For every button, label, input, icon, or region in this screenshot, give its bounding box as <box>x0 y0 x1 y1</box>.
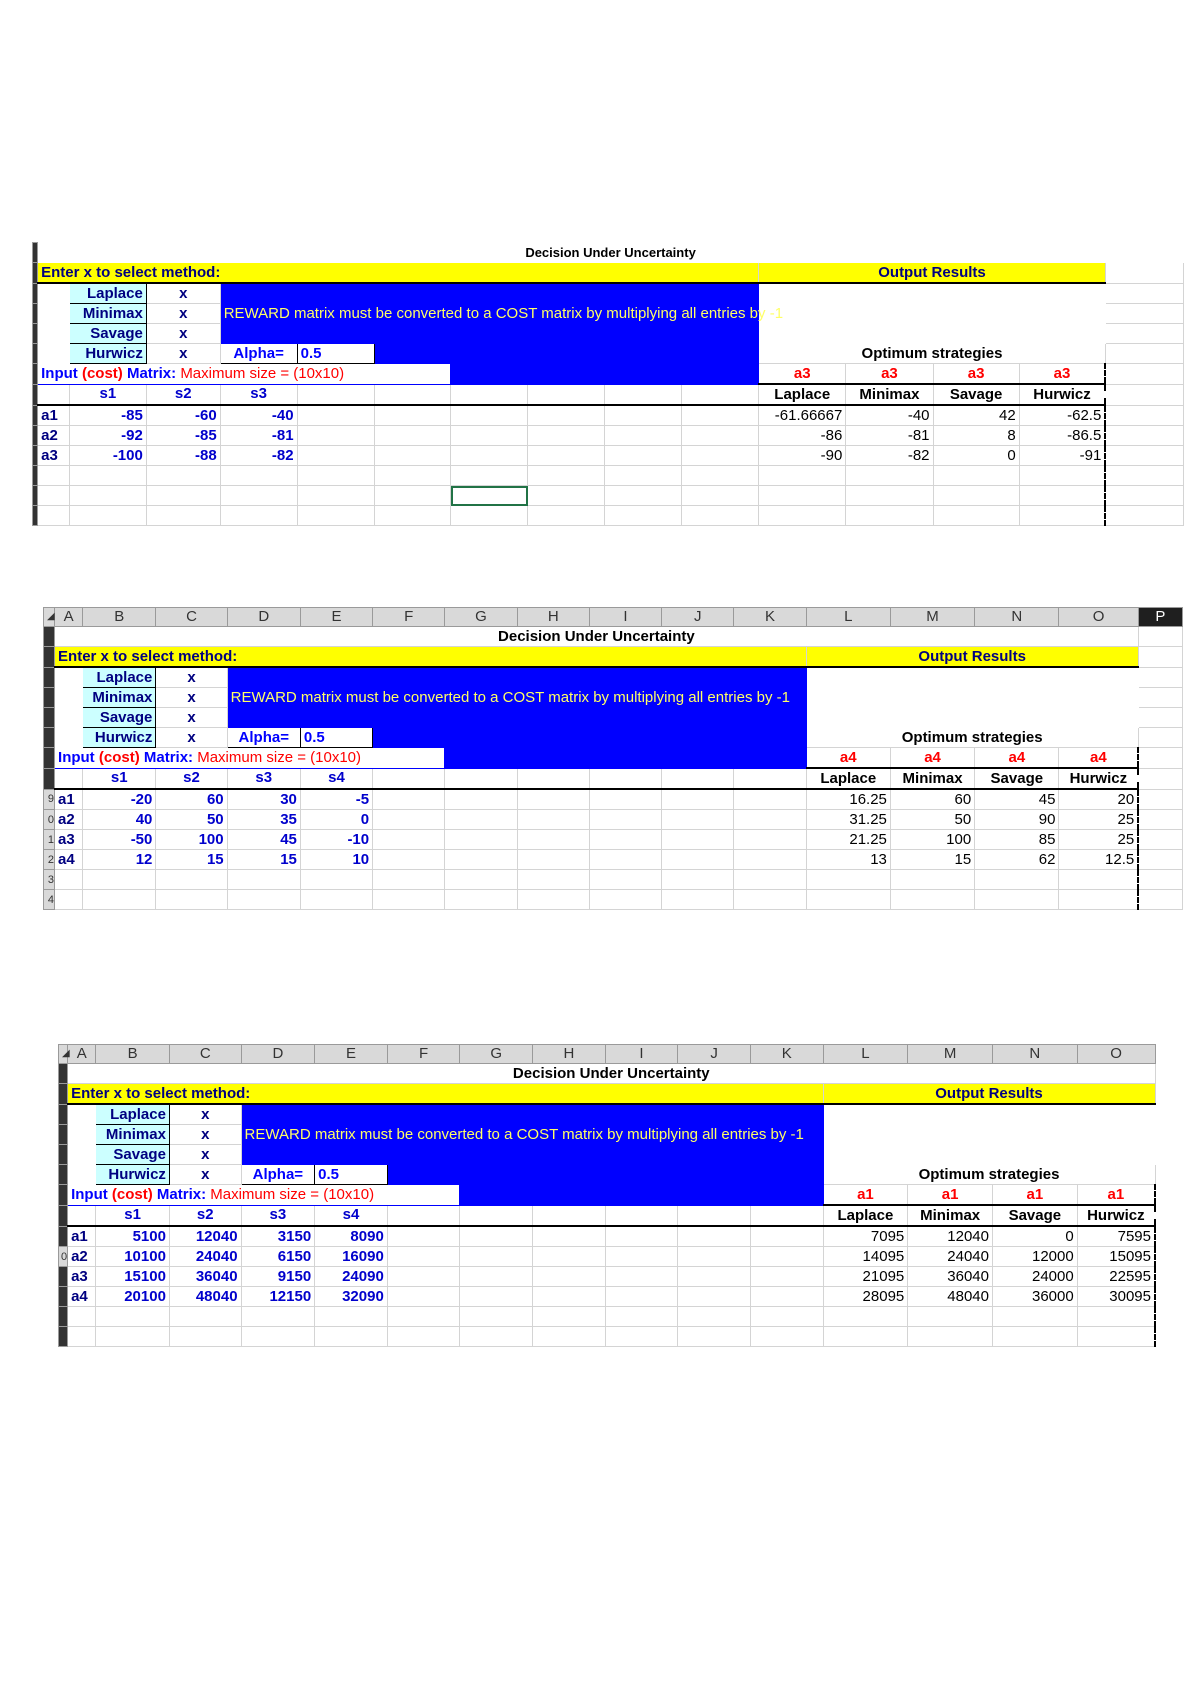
table-row <box>59 1287 1156 1307</box>
result-cell: 12040 <box>908 1226 993 1247</box>
method-hurwicz-cell[interactable]: x <box>156 728 227 748</box>
input-matrix-label: Input (cost) Matrix: Maximum size = (10x10) <box>55 748 445 769</box>
method-minimax: Minimax <box>96 1125 170 1145</box>
table-row: 1 a3 -50 100 45 -10 21.25 100 85 25 <box>44 830 1183 850</box>
matrix-cell[interactable]: 5100 <box>96 1226 170 1247</box>
matrix-cell[interactable]: 12150 <box>241 1287 315 1307</box>
strategy-savage: a1 <box>992 1185 1077 1206</box>
spreadsheet-screenshot-2 <box>43 607 1183 910</box>
action-label: a1 <box>68 1226 96 1247</box>
table-row: 2 a4 12 15 15 10 13 15 62 12.5 <box>44 850 1183 870</box>
sheet-grid <box>32 242 1184 526</box>
result-cell: 90 <box>975 810 1059 830</box>
action-label: a1 <box>38 405 70 426</box>
column-header[interactable]: O <box>1077 1045 1155 1064</box>
method-laplace: Laplace <box>83 667 156 688</box>
result-cell: 30095 <box>1077 1287 1155 1307</box>
method-laplace-cell[interactable]: x <box>146 283 220 304</box>
matrix-cell[interactable]: 6150 <box>241 1247 315 1267</box>
method-header: Savage <box>992 1205 1077 1226</box>
table-row: 0 a2 10100 24040 6150 16090 14095 24040 12000 15095 <box>59 1247 1156 1267</box>
method-minimax-cell[interactable]: x <box>169 1125 241 1145</box>
method-hurwicz-cell[interactable]: x <box>169 1165 241 1185</box>
matrix-cell[interactable]: 15 <box>227 850 300 870</box>
column-header[interactable]: F <box>373 608 445 627</box>
method-laplace: Laplace <box>69 283 146 304</box>
result-cell: -90 <box>759 446 846 466</box>
sheet-grid <box>58 1044 1156 1347</box>
column-header[interactable]: H <box>533 1045 606 1064</box>
result-cell: -62.5 <box>1019 405 1105 426</box>
matrix-cell[interactable]: -50 <box>83 830 156 850</box>
column-header[interactable]: M <box>908 1045 993 1064</box>
matrix-cell[interactable]: 9150 <box>241 1267 315 1287</box>
matrix-cell[interactable]: -5 <box>300 789 372 810</box>
method-header: Hurwicz <box>1077 1205 1155 1226</box>
sheet-title: Decision Under Uncertainty <box>38 243 1184 263</box>
enter-method-label: Enter x to select method: <box>55 647 807 668</box>
column-header[interactable]: B <box>83 608 156 627</box>
method-hurwicz: Hurwicz <box>69 344 146 364</box>
result-cell: 62 <box>975 850 1059 870</box>
method-minimax: Minimax <box>69 304 146 324</box>
column-header[interactable]: C <box>156 608 227 627</box>
optimum-strategies-label: Optimum strategies <box>823 1165 1155 1185</box>
column-header[interactable]: H <box>517 608 589 627</box>
result-cell: 7095 <box>823 1226 908 1247</box>
sheet-title: Decision Under Uncertainty <box>68 1064 1155 1084</box>
result-cell: 60 <box>890 789 974 810</box>
method-minimax: Minimax <box>83 688 156 708</box>
state-header: s4 <box>315 1205 388 1226</box>
strategy-laplace: a1 <box>823 1185 908 1206</box>
method-header: Minimax <box>846 384 933 405</box>
column-header[interactable]: O <box>1059 608 1138 627</box>
result-cell: 42 <box>933 405 1019 426</box>
result-cell: 0 <box>933 446 1019 466</box>
result-cell: 16.25 <box>806 789 890 810</box>
action-label: a3 <box>38 446 70 466</box>
result-cell: 50 <box>890 810 974 830</box>
matrix-cell[interactable]: 8090 <box>315 1226 388 1247</box>
action-label: a2 <box>68 1247 96 1267</box>
state-header: s1 <box>96 1205 170 1226</box>
state-header: s2 <box>169 1205 241 1226</box>
result-cell: -86 <box>759 426 846 446</box>
method-header: Minimax <box>890 768 974 789</box>
result-cell: 12.5 <box>1059 850 1138 870</box>
action-label: a3 <box>55 830 83 850</box>
method-minimax-cell[interactable]: x <box>146 304 220 324</box>
column-header[interactable]: N <box>975 608 1059 627</box>
column-header[interactable]: M <box>890 608 974 627</box>
strategy-savage: a4 <box>975 748 1059 769</box>
alpha-input[interactable]: 0.5 <box>300 728 372 748</box>
column-header[interactable]: C <box>169 1045 241 1064</box>
result-cell: 20 <box>1059 789 1138 810</box>
matrix-cell[interactable]: 20100 <box>96 1287 170 1307</box>
active-cell-cursor[interactable] <box>451 486 528 506</box>
result-cell: -86.5 <box>1019 426 1105 446</box>
method-header: Savage <box>975 768 1059 789</box>
matrix-cell[interactable]: 15 <box>156 850 227 870</box>
reward-note: REWARD matrix must be converted to a COST matrix by multiplying all entries by -1 <box>227 688 806 708</box>
output-results-label: Output Results <box>759 263 1106 284</box>
method-header: Laplace <box>759 384 846 405</box>
result-cell: 28095 <box>823 1287 908 1307</box>
state-header: s2 <box>156 768 227 789</box>
matrix-cell[interactable]: 45 <box>227 830 300 850</box>
result-cell: 36000 <box>992 1287 1077 1307</box>
result-cell: 25 <box>1059 810 1138 830</box>
matrix-cell[interactable]: 0 <box>300 810 372 830</box>
column-header[interactable]: I <box>605 1045 678 1064</box>
column-header[interactable]: B <box>96 1045 170 1064</box>
method-header: Minimax <box>908 1205 993 1226</box>
column-header[interactable]: D <box>227 608 300 627</box>
result-cell: 31.25 <box>806 810 890 830</box>
strategy-savage: a3 <box>933 364 1019 385</box>
result-cell: 45 <box>975 789 1059 810</box>
matrix-cell[interactable]: 10100 <box>96 1247 170 1267</box>
method-header: Hurwicz <box>1019 384 1105 405</box>
column-header[interactable]: E <box>300 608 372 627</box>
state-header: s3 <box>227 768 300 789</box>
result-cell: -61.66667 <box>759 405 846 426</box>
method-savage-cell[interactable]: x <box>156 708 227 728</box>
column-header[interactable]: E <box>315 1045 388 1064</box>
column-header[interactable]: D <box>241 1045 315 1064</box>
column-header[interactable]: J <box>662 608 734 627</box>
result-cell: 25 <box>1059 830 1138 850</box>
table-row: 9 a1 -20 60 30 -5 16.25 60 45 20 <box>44 789 1183 810</box>
strategy-laplace: a4 <box>806 748 890 769</box>
action-label: a4 <box>55 850 83 870</box>
strategy-hurwicz: a1 <box>1077 1185 1155 1206</box>
result-cell: 14095 <box>823 1247 908 1267</box>
matrix-cell[interactable]: 35 <box>227 810 300 830</box>
alpha-label: Alpha= <box>227 728 300 748</box>
result-cell: 24000 <box>992 1267 1077 1287</box>
action-label: a2 <box>55 810 83 830</box>
matrix-cell[interactable]: -10 <box>300 830 372 850</box>
result-cell: 100 <box>890 830 974 850</box>
state-header: s1 <box>83 768 156 789</box>
result-cell: 15095 <box>1077 1247 1155 1267</box>
method-laplace: Laplace <box>96 1104 170 1125</box>
method-laplace-cell[interactable]: x <box>156 667 227 688</box>
method-laplace-cell[interactable]: x <box>169 1104 241 1125</box>
result-cell: 21095 <box>823 1267 908 1287</box>
method-hurwicz-cell[interactable]: x <box>146 344 220 364</box>
result-cell: -82 <box>846 446 933 466</box>
table-row: 0 a2 40 50 35 0 31.25 50 90 25 <box>44 810 1183 830</box>
matrix-cell[interactable]: 50 <box>156 810 227 830</box>
strategy-hurwicz: a3 <box>1019 364 1105 385</box>
matrix-cell[interactable]: -88 <box>146 446 220 466</box>
result-cell: 12000 <box>992 1247 1077 1267</box>
result-cell: -40 <box>846 405 933 426</box>
spreadsheet-screenshot-3 <box>58 1044 1156 1347</box>
sheet-title: Decision Under Uncertainty <box>55 627 1139 647</box>
matrix-cell[interactable]: 36040 <box>169 1267 241 1287</box>
strategy-laplace: a3 <box>759 364 846 385</box>
matrix-cell[interactable]: 100 <box>156 830 227 850</box>
state-header: s4 <box>300 768 372 789</box>
result-cell: 13 <box>806 850 890 870</box>
method-header: Hurwicz <box>1059 768 1138 789</box>
strategy-minimax: a1 <box>908 1185 993 1206</box>
method-header: Savage <box>933 384 1019 405</box>
result-cell: 36040 <box>908 1267 993 1287</box>
matrix-cell[interactable]: 12 <box>83 850 156 870</box>
table-row <box>33 405 1184 426</box>
enter-method-label: Enter x to select method: <box>38 263 759 284</box>
method-savage: Savage <box>83 708 156 728</box>
strategy-hurwicz: a4 <box>1059 748 1138 769</box>
column-header[interactable]: G <box>460 1045 533 1064</box>
method-savage: Savage <box>69 324 146 344</box>
method-hurwicz: Hurwicz <box>83 728 156 748</box>
method-header: Laplace <box>823 1205 908 1226</box>
alpha-label: Alpha= <box>220 344 297 364</box>
alpha-label: Alpha= <box>241 1165 315 1185</box>
reward-note: REWARD matrix must be converted to a COST matrix by multiplying all entries by -1 <box>220 304 758 324</box>
matrix-cell[interactable]: 30 <box>227 789 300 810</box>
spreadsheet-screenshot-1 <box>32 242 1184 526</box>
column-header[interactable]: P <box>1138 608 1182 627</box>
matrix-cell[interactable]: 15100 <box>96 1267 170 1287</box>
state-header: s1 <box>69 384 146 405</box>
matrix-cell[interactable]: 3150 <box>241 1226 315 1247</box>
enter-method-label: Enter x to select method: <box>68 1084 823 1105</box>
table-row <box>59 1267 1156 1287</box>
matrix-cell[interactable]: -85 <box>69 405 146 426</box>
matrix-cell[interactable]: 48040 <box>169 1287 241 1307</box>
result-cell: 0 <box>992 1226 1077 1247</box>
table-row <box>59 1226 1156 1247</box>
result-cell: 15 <box>890 850 974 870</box>
matrix-cell[interactable]: 24040 <box>169 1247 241 1267</box>
matrix-cell[interactable]: -20 <box>83 789 156 810</box>
sheet-grid: ◢ A B C D E F G H I J K L M N O P Decision Under Uncertainty Enter x to select method: Output Results Laplace x Minimax x REWARD matrix must be converted to a COST matrix by multiplying all entries by -1 Savage x Hurwicz x Alpha= 0.5 Optimum strategies Input (cost) Matrix: Maximum size = (10x10) a4 a4 a4 a4 s1 s2 s3 s4 Laplace Minimax Savage Hurwicz 9 a1 -20 60 30 -5 16.25 60 45 20 0 a2 40 50 35 0 31.25 50 90 25 1 a3 -50 100 45 -10 21.25 100 85 25 2 a4 12 15 15 10 13 15 62 12.5 3 4 <box>43 607 1183 910</box>
action-label: a3 <box>68 1267 96 1287</box>
matrix-cell[interactable]: -92 <box>69 426 146 446</box>
column-header[interactable]: K <box>734 608 806 627</box>
state-header: s3 <box>241 1205 315 1226</box>
result-cell: 21.25 <box>806 830 890 850</box>
method-savage: Savage <box>96 1145 170 1165</box>
matrix-cell[interactable]: -81 <box>220 426 297 446</box>
column-header[interactable]: G <box>445 608 517 627</box>
matrix-cell[interactable]: 60 <box>156 789 227 810</box>
column-header[interactable]: K <box>750 1045 823 1064</box>
matrix-cell[interactable]: -60 <box>146 405 220 426</box>
state-header: s2 <box>146 384 220 405</box>
action-label: a4 <box>68 1287 96 1307</box>
method-savage-cell[interactable]: x <box>169 1145 241 1165</box>
method-hurwicz: Hurwicz <box>96 1165 170 1185</box>
matrix-cell[interactable]: 16090 <box>315 1247 388 1267</box>
matrix-cell[interactable]: 32090 <box>315 1287 388 1307</box>
reward-note: REWARD matrix must be converted to a COST matrix by multiplying all entries by -1 <box>241 1125 823 1145</box>
result-cell: -81 <box>846 426 933 446</box>
result-cell: 48040 <box>908 1287 993 1307</box>
alpha-input[interactable]: 0.5 <box>297 344 374 364</box>
input-matrix-label: Input (cost) Matrix: Maximum size = (10x10) <box>68 1185 460 1206</box>
select-all-corner[interactable]: ◢ <box>59 1045 68 1064</box>
action-label: a2 <box>38 426 70 446</box>
result-cell: 7595 <box>1077 1226 1155 1247</box>
result-cell: 22595 <box>1077 1267 1155 1287</box>
column-header[interactable]: I <box>589 608 661 627</box>
optimum-strategies-label: Optimum strategies <box>759 344 1106 364</box>
matrix-cell[interactable]: -100 <box>69 446 146 466</box>
matrix-cell[interactable]: 24090 <box>315 1267 388 1287</box>
strategy-minimax: a4 <box>890 748 974 769</box>
select-all-corner[interactable]: ◢ <box>44 608 55 627</box>
column-header[interactable]: F <box>387 1045 460 1064</box>
method-minimax-cell[interactable]: x <box>156 688 227 708</box>
action-label: a1 <box>55 789 83 810</box>
result-cell: -91 <box>1019 446 1105 466</box>
result-cell: 85 <box>975 830 1059 850</box>
column-header[interactable]: L <box>823 1045 908 1064</box>
alpha-input[interactable]: 0.5 <box>315 1165 388 1185</box>
method-savage-cell[interactable]: x <box>146 324 220 344</box>
result-cell: 24040 <box>908 1247 993 1267</box>
column-header[interactable]: L <box>806 608 890 627</box>
column-header[interactable]: A <box>68 1045 96 1064</box>
output-results-label: Output Results <box>823 1084 1155 1105</box>
matrix-cell[interactable]: -82 <box>220 446 297 466</box>
strategy-minimax: a3 <box>846 364 933 385</box>
result-cell: 8 <box>933 426 1019 446</box>
state-header: s3 <box>220 384 297 405</box>
table-row <box>33 446 1184 466</box>
matrix-cell[interactable]: 40 <box>83 810 156 830</box>
method-header: Laplace <box>806 768 890 789</box>
column-header[interactable]: N <box>992 1045 1077 1064</box>
matrix-cell[interactable]: -40 <box>220 405 297 426</box>
matrix-cell[interactable]: -85 <box>146 426 220 446</box>
matrix-cell[interactable]: 12040 <box>169 1226 241 1247</box>
table-row <box>33 426 1184 446</box>
optimum-strategies-label: Optimum strategies <box>806 728 1138 748</box>
matrix-cell[interactable]: 10 <box>300 850 372 870</box>
input-matrix-label: Input (cost) Matrix: Maximum size = (10x10) <box>38 364 451 385</box>
output-results-label: Output Results <box>806 647 1138 668</box>
column-header[interactable]: A <box>55 608 83 627</box>
column-header[interactable]: J <box>678 1045 751 1064</box>
